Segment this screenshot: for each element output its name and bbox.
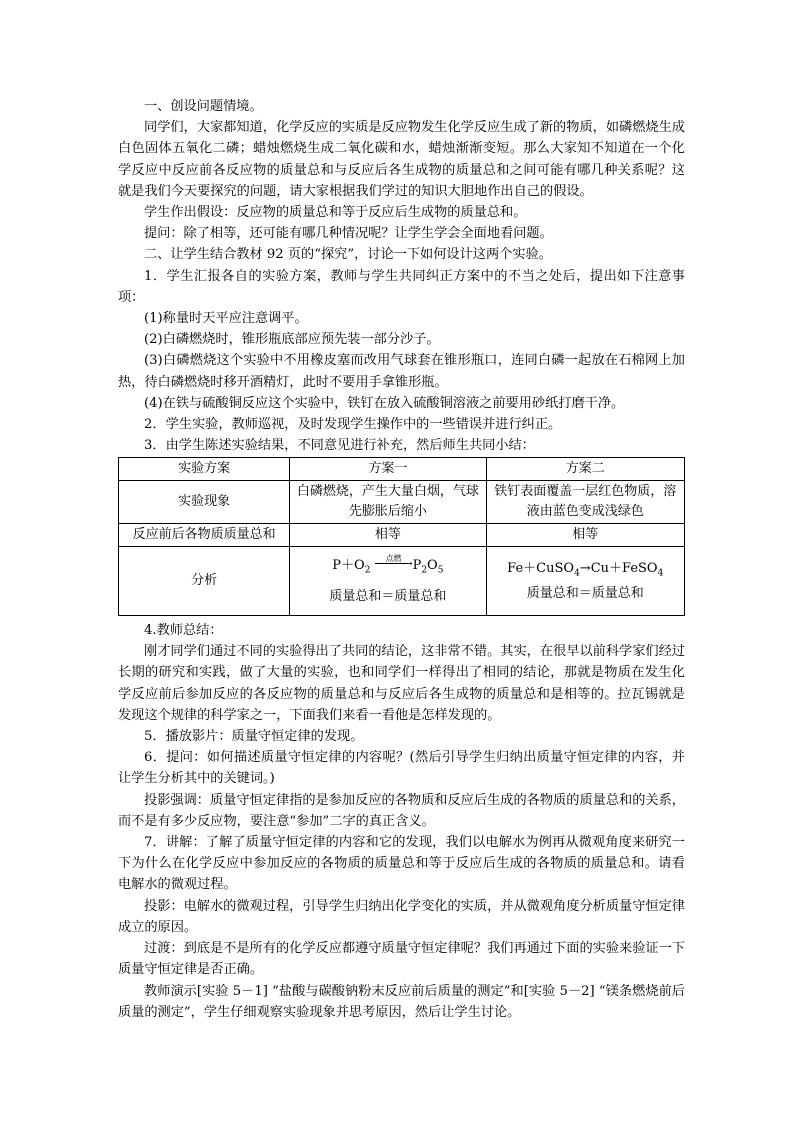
item-7: 7．讲解：了解了质量守恒定律的内容和它的发现，我们以电解水为例再从微观角度来研究一下为什么在化学反应中参加反应的各物质的质量总和等于反应后生成的各物质的质量总和。请看电解水的微观过程。 xyxy=(118,835,685,893)
row-label: 实验现象 xyxy=(119,481,290,524)
reaction-condition: 点燃 xyxy=(385,554,402,564)
row-label: 反应前后各物质质量总和 xyxy=(119,524,290,547)
equation-iron: Fe＋CuSO$_4$→Cu＋FeSO$_4$ xyxy=(507,560,664,579)
paragraph-demo: 教师演示[实验 5－1] “盐酸与碳酸钠粉末反应前后质量的测定”和[实验 5－2] “镁条燃烧前后质量的测定”，学生仔细观察实验现象并思考原因，然后让学生讨论。 xyxy=(118,983,685,1020)
table-cell: 相等 xyxy=(486,524,685,547)
note-2: (2)白磷燃烧时，锥形瓶底部应预先装一部分沙子。 xyxy=(144,332,440,348)
table-cell: 相等 xyxy=(290,524,486,547)
item-6: 6．提问：如何描述质量守恒定律的内容呢？(然后引导学生归纳出质量守恒定律的内容，并让学生分析其中的关键词。) xyxy=(118,750,685,787)
table-cell: 白磷燃烧，产生大量白烟，气球先膨胀后缩小 xyxy=(290,481,486,524)
section-1-title: 一、创设问题情境。 xyxy=(144,99,263,114)
paragraph-projection: 投影强调：质量守恒定律指的是参加反应的各物质和反应后生成的各物质的质量总和的关系，而不是有多少反应物，要注意“参加”二字的真正含义。 xyxy=(118,792,685,829)
item-2: 2．学生实验，教师巡视，及时发现学生操作中的一些错误并进行纠正。 xyxy=(144,417,562,433)
item-4: 4.教师总结： xyxy=(144,623,223,639)
section-2-title: 二、让学生结合教材 92 页的“探究”，讨论一下如何设计这两个实验。 xyxy=(144,247,552,263)
equation-note: 质量总和＝质量总和 xyxy=(329,589,447,605)
header-cell: 实验方案 xyxy=(119,458,290,481)
row-label: 分析 xyxy=(119,547,290,616)
table-row xyxy=(119,481,685,524)
item-3: 3．由学生陈述实验结果，不同意见进行补充，然后师生共同小结： xyxy=(144,438,535,454)
table-header-row xyxy=(119,458,685,481)
equation-phosphorus: $P+O_2$ 点燃 → $P_2O_5$ xyxy=(293,555,482,581)
equation-cell-phosphorus xyxy=(290,547,486,616)
paragraph-summary: 刚才同学们通过不同的实验得出了共同的结论，这非常不错。其实，在很早以前科学家们经过长期的研究和实践，做了大量的实验，也和同学们一样得出了相同的结论，那就是物质在发生化学反应前后参加反应的各反应物的质量总和与反应后各生成物的质量总和是相等的。拉瓦锡就是发现这个规律的科学家之一，下面我们来看一看他是怎样发现的。 xyxy=(118,644,685,723)
item-5: 5．播放影片：质量守恒定律的发现。 xyxy=(144,729,364,745)
experiment-table xyxy=(118,457,685,616)
paragraph-hypothesis: 学生作出假设：反应物的质量总和等于反应后生成物的质量总和。 xyxy=(144,205,527,221)
table-cell: 铁钉表面覆盖一层红色物质，溶液由蓝色变成浅绿色 xyxy=(486,481,685,524)
note-3: (3)白磷燃烧这个实验中不用橡皮塞而改用气球套在锥形瓶口，连同白磷一起放在石棉网上加热，待白磷燃烧时移开酒精灯，此时不要用手拿锥形瓶。 xyxy=(118,353,685,390)
paragraph-question: 提问：除了相等，还可能有哪几种情况呢？让学生学会全面地看问题。 xyxy=(144,226,553,242)
header-cell: 方案二 xyxy=(486,458,685,481)
arrow-icon: → xyxy=(579,560,591,576)
document-page xyxy=(118,96,685,1023)
table-row xyxy=(119,524,685,547)
paragraph-intro: 同学们，大家都知道，化学反应的实质是反应物发生化学反应生成了新的物质，如磷燃烧生成白色固体五氧化二磷；蜡烛燃烧生成二氧化碳和水，蜡烛渐渐变短。那么大家知不知道在一个化学反应中反应前各反应物的质量总和与反应后各生成物的质量总和之间可能有哪几种关系呢？这就是我们今天要探究的问题，请大家根据我们学过的知识大胆地作出自己的假设。 xyxy=(118,120,685,199)
note-1: (1)称量时天平应注意调平。 xyxy=(144,311,308,327)
equation-note: 质量总和＝质量总和 xyxy=(526,585,644,601)
table-row xyxy=(119,547,685,616)
reaction-arrow-icon: 点燃 → xyxy=(375,555,413,569)
paragraph-electrolysis: 投影：电解水的微观过程，引导学生归纳出化学变化的实质，并从微观角度分析质量守恒定律成立的原因。 xyxy=(118,898,685,935)
header-cell: 方案一 xyxy=(290,458,486,481)
note-4: (4)在铁与硫酸铜反应这个实验中，铁钉在放入硫酸铜溶液之前要用砂纸打磨干净。 xyxy=(144,395,625,411)
item-1: 1．学生汇报各自的实验方案，教师与学生共同纠正方案中的不当之处后，提出如下注意事项： xyxy=(118,268,685,305)
equation-cell-iron xyxy=(486,547,685,616)
paragraph-transition: 过渡：到底是不是所有的化学反应都遵守质量守恒定律呢？我们再通过下面的实验来验证一下质量守恒定律是否正确。 xyxy=(118,941,685,978)
